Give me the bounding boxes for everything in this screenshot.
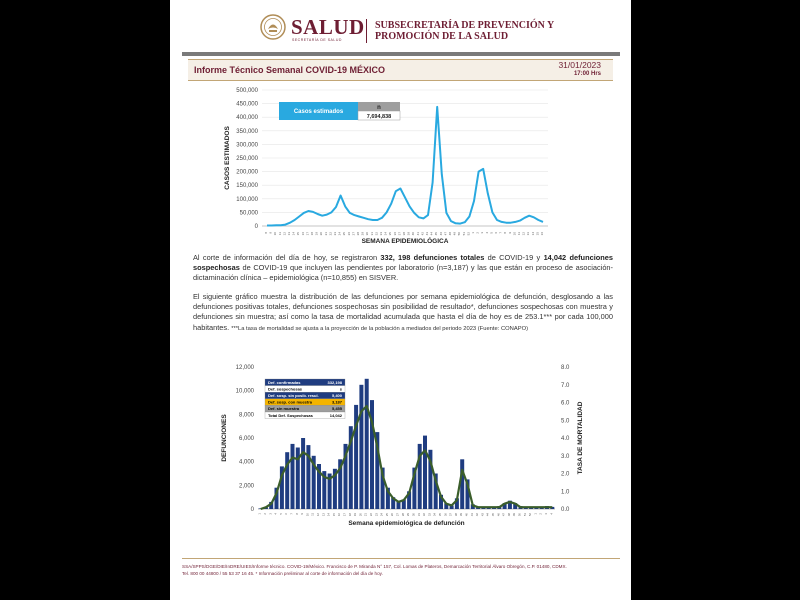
para1-text-3: de COVID-19 que incluyen las pendientes por laboratorio (n=3,187) y las que están en proceso de asociación- dictaminación clínica – epidemiológica (n=10,855) en SISVER. [193, 263, 613, 283]
x-tick-label: 15 [331, 513, 336, 517]
report-title: Informe Técnico Semanal COVID-19 MÉXICO [194, 65, 386, 75]
x-tick-label: 11 [310, 513, 315, 516]
y-tick-label: 12,000 [235, 365, 254, 371]
y-tick-label: 8,000 [238, 412, 254, 419]
x-tick-label: 41 [469, 513, 474, 517]
x-tick-label: 21 [323, 232, 328, 236]
x-tick-label: 2 [475, 232, 480, 234]
legend-row-value: 14,042 [329, 412, 342, 418]
x-tick-label: 11 [517, 232, 521, 236]
para2-text: El siguiente gráfico muestra la distribución de las defunciones por semana epidemiológica de defunción, desglosando a las defunciones positivas totales, defunciones sospechosas sin posibilidad de resultado*, defunciones sospechosas con muestra y defunciones sin muestra; así como la tasa de mortalidad acumulada que hasta el día de hoy es de 253.1*** por cada 100,000 habitantes. [193, 292, 613, 332]
report-page [170, 0, 631, 600]
x-tick-label: 23 [374, 513, 379, 517]
para1-total-deaths: 332, 198 defunciones totales [380, 253, 485, 262]
y-tick-label: 200,000 [236, 169, 258, 176]
header-bar [182, 52, 620, 56]
x-tick-label: 9 [507, 232, 512, 234]
x-tick-label: 42 [420, 232, 425, 236]
page-footer [182, 563, 622, 577]
x-tick-label: 12 [521, 232, 526, 236]
x-tick-label: 35 [388, 232, 393, 236]
x-tick-label: 18 [347, 513, 352, 517]
x-tick-label: 11 [277, 232, 282, 236]
x-tick-label: 52 [528, 513, 533, 517]
x-tick-label: 38 [453, 513, 458, 517]
x-tick-label: 25 [384, 513, 389, 517]
x-tick-label: 6 [494, 232, 498, 234]
footer-divider [182, 558, 620, 559]
x-tick-label: 47 [443, 232, 448, 236]
legend-n-header: n [377, 105, 381, 111]
x-tick-label: 14 [291, 232, 296, 236]
x-axis-title: Semana epidemiológica de defunción [348, 520, 465, 527]
y-right-tick-label: 5.0 [561, 418, 570, 425]
y-axis-title-right: TASA DE MORTALIDAD [577, 401, 584, 475]
x-tick-label: 6 [284, 513, 289, 515]
y-tick-label: 350,000 [236, 128, 258, 135]
y-right-tick-label: 1.0 [561, 489, 570, 496]
x-tick-label: 32 [374, 232, 379, 236]
x-tick-label: 10 [512, 232, 517, 236]
x-tick-label: 42 [475, 513, 480, 517]
legend-row-value: 5,400 [331, 393, 342, 398]
x-tick-label: 37 [397, 232, 402, 236]
x-tick-label: 31 [416, 513, 421, 517]
x-tick-label: 52 [466, 232, 471, 236]
x-tick-label: 36 [443, 513, 448, 517]
x-tick-label: 44 [429, 232, 434, 236]
legend-row-label: Def. sosp. con muestra [268, 399, 313, 405]
x-tick-label: 5 [278, 513, 283, 515]
paragraph-chart-description [193, 292, 613, 334]
legend-n-value: 7,694,838 [366, 114, 392, 120]
page-header [170, 0, 631, 52]
estimated-cases-chart [170, 82, 631, 248]
y-tick-label: 0 [254, 224, 258, 230]
salud-logo-text: SALUD [291, 15, 365, 39]
y-axis-title: CASOS ESTIMADOS [224, 126, 231, 190]
x-tick-label: 9 [268, 232, 273, 234]
x-tick-label: 15 [535, 232, 540, 236]
y-axis-title: DEFUNCIONES [221, 414, 228, 462]
x-tick-label: 14 [530, 232, 535, 236]
x-tick-label: 13 [321, 513, 326, 517]
x-tick-label: 35 [437, 513, 442, 517]
deaths-chart [170, 355, 631, 555]
x-tick-label: 50 [457, 232, 462, 236]
x-tick-label: 5 [489, 232, 494, 234]
x-tick-label: 14 [326, 513, 331, 517]
y-tick-label: 150,000 [236, 183, 258, 190]
y-tick-label: 500,000 [236, 88, 258, 94]
mexico-seal-icon [260, 14, 286, 40]
x-tick-label: 39 [459, 513, 464, 517]
bar-defunciones [291, 444, 295, 509]
y-tick-label: 0 [250, 507, 254, 513]
x-tick-label: 17 [342, 513, 347, 517]
x-tick-label: 48 [506, 513, 511, 517]
bar-defunciones [365, 379, 369, 509]
x-tick-label: 41 [415, 232, 420, 236]
y-tick-label: 400,000 [236, 115, 258, 122]
x-tick-label: 18 [310, 232, 314, 236]
x-tick-label: 24 [379, 513, 384, 517]
para1-suspected-deaths: 14,042 defunciones sospechosas [193, 253, 613, 273]
x-tick-label: 7 [498, 232, 503, 234]
x-tick-label: 2 [538, 513, 543, 515]
x-tick-label: 17 [305, 232, 310, 236]
bar-defunciones [359, 385, 363, 509]
x-tick-label: 43 [425, 232, 429, 236]
subsecretaria-name: SUBSECRETARÍA DE PREVENCIÓN Y PROMOCIÓN DE LA SALUD [375, 20, 554, 42]
legend-row-value: s [339, 386, 342, 392]
x-tick-label: 39 [406, 232, 411, 236]
y-tick-label: 2,000 [238, 483, 254, 490]
bar-defunciones [423, 436, 427, 509]
x-tick-label: 20 [319, 232, 324, 236]
x-tick-label: 20 [358, 513, 363, 517]
y-right-tick-label: 3.0 [561, 453, 570, 460]
report-time: 17:00 Hrs [573, 71, 601, 77]
x-tick-label: 45 [491, 513, 496, 517]
x-tick-label: 27 [351, 232, 356, 236]
x-tick-label: 19 [314, 232, 319, 236]
legend-row-label: Def. sin muestra [268, 406, 300, 412]
footer-line-2: Tel. 800 00 44800 / 55 53 37 16 45. * Información preliminar al corte de información del día de hoy. [182, 571, 383, 576]
y-tick-label: 10,000 [235, 388, 254, 395]
x-tick-label: 36 [392, 232, 397, 236]
x-tick-label: 46 [438, 232, 443, 236]
legend-row-label: Def. sospechosas [268, 386, 303, 392]
x-tick-label: 34 [383, 232, 388, 236]
x-tick-label: 16 [337, 513, 342, 517]
x-tick-label: 50 [517, 513, 522, 517]
x-tick-label: 33 [379, 232, 383, 236]
x-tick-label: 30 [411, 513, 416, 517]
y-tick-label: 300,000 [236, 142, 258, 149]
x-tick-label: 4 [549, 513, 554, 515]
x-tick-label: 3 [268, 513, 273, 515]
x-tick-label: 40 [411, 232, 416, 236]
para2-footnote: ***La tasa de mortalidad se ajusta a la proyección de la población a mediados del periodo 2023 (Fuente: CONAPO) [231, 325, 529, 332]
y-right-tick-label: 7.0 [561, 382, 570, 389]
x-tick-label: 49 [512, 513, 517, 517]
x-tick-label: 26 [390, 513, 395, 517]
y-right-tick-label: 8.0 [561, 365, 570, 371]
x-tick-label: 34 [432, 513, 437, 517]
x-tick-label: 24 [337, 232, 342, 236]
x-tick-label: 27 [395, 513, 400, 517]
y-right-tick-label: 4.0 [561, 436, 570, 442]
x-tick-label: 8 [503, 232, 508, 234]
y-right-tick-label: 0.0 [561, 507, 570, 513]
x-tick-label: 19 [353, 513, 358, 517]
x-tick-label: 28 [400, 513, 405, 517]
x-tick-label: 4 [484, 232, 489, 234]
y-tick-label: 450,000 [236, 101, 258, 108]
salud-logo-subtext: SECRETARÍA DE SALUD [292, 38, 342, 42]
x-tick-label: 46 [496, 513, 501, 517]
y-right-tick-label: 2.0 [561, 471, 570, 478]
x-tick-label: 4 [273, 513, 278, 515]
x-tick-label: 12 [282, 232, 287, 236]
y-tick-label: 6,000 [238, 436, 254, 442]
x-tick-label: 1 [533, 513, 538, 515]
x-tick-label: 12 [315, 513, 320, 517]
x-tick-label: 25 [342, 232, 347, 236]
report-title-band [188, 59, 613, 81]
x-tick-label: 2 [262, 513, 267, 515]
y-tick-label: 4,000 [238, 459, 254, 466]
x-tick-label: 22 [328, 232, 333, 236]
x-axis-title: SEMANA EPIDEMIOLÓGICA [361, 238, 449, 245]
x-tick-label: 30 [365, 232, 370, 236]
x-tick-label: 28 [356, 232, 360, 236]
legend-label: Casos estimados [293, 109, 344, 115]
x-tick-label: 40 [464, 513, 469, 517]
x-tick-label: 49 [452, 232, 457, 236]
x-tick-label: 37 [448, 513, 453, 517]
x-tick-label: 21 [363, 513, 368, 517]
legend-row-label: Def. confirmadas [268, 379, 301, 385]
x-tick-label: 3 [480, 232, 485, 234]
legend-row-value: 5,455 [331, 406, 342, 412]
x-tick-label: 29 [360, 232, 365, 236]
x-tick-label: 44 [485, 513, 490, 517]
x-tick-label: 10 [273, 232, 278, 236]
x-tick-label: 48 [448, 232, 452, 236]
legend-row-label: Total Def. Sospechosas [268, 412, 313, 418]
x-tick-label: 8 [264, 232, 268, 234]
footer-line-1: SSA/SPPS/DGE/DIE/InDRE/UIES/Informe técnico. COVID-19/México. Francisco de P. Miranda N° 157, Col. Lomas de Plateros, Demarcación Territorial Álvaro Obregón, C.P. 01480, CDMX. [182, 564, 567, 569]
header-divider [366, 19, 367, 43]
legend-row-value: 332,198 [327, 379, 342, 385]
bar-defunciones [285, 452, 289, 509]
x-tick-label: 43 [480, 513, 485, 517]
x-tick-label: 16 [300, 232, 305, 236]
x-tick-label: 7 [289, 513, 294, 515]
x-tick-label: 13 [526, 232, 531, 236]
x-tick-label: 51 [522, 513, 527, 517]
x-tick-label: 1 [471, 232, 475, 234]
x-tick-label: 10 [305, 513, 310, 517]
x-tick-label: 3 [544, 513, 549, 515]
y-tick-label: 50,000 [239, 210, 258, 217]
x-tick-label: 33 [427, 513, 432, 517]
bar-defunciones [301, 438, 305, 509]
x-tick-label: 16 [540, 232, 544, 236]
paragraph-deaths-summary [193, 253, 613, 284]
x-tick-label: 38 [402, 232, 406, 236]
x-tick-label: 23 [333, 232, 337, 236]
x-tick-label: 15 [296, 232, 301, 236]
x-tick-label: 29 [406, 513, 411, 517]
y-tick-label: 250,000 [236, 156, 258, 162]
x-tick-label: 47 [501, 513, 506, 517]
y-tick-label: 100,000 [236, 196, 258, 203]
legend-row-value: 3,187 [331, 399, 342, 405]
y-right-tick-label: 6.0 [561, 400, 570, 407]
x-tick-label: 45 [434, 232, 439, 236]
x-tick-label: 51 [461, 232, 466, 236]
legend-row-label: Def. sosp. sin posib. resul. [268, 393, 319, 398]
para1-text-2: de COVID-19 y [484, 253, 544, 262]
x-tick-label: 32 [422, 513, 427, 517]
x-tick-label: 9 [300, 513, 305, 515]
x-tick-label: 26 [346, 232, 351, 236]
x-tick-label: 8 [294, 513, 299, 515]
x-tick-label: 31 [369, 232, 374, 236]
x-tick-label: 13 [287, 232, 291, 236]
series-line-casos-estimados [267, 107, 543, 226]
x-tick-label: 22 [369, 513, 374, 517]
report-date: 31/01/2023 [558, 60, 601, 70]
para1-text-1: Al corte de información del día de hoy, se registraron [193, 253, 381, 262]
x-tick-label: 1 [257, 513, 262, 515]
